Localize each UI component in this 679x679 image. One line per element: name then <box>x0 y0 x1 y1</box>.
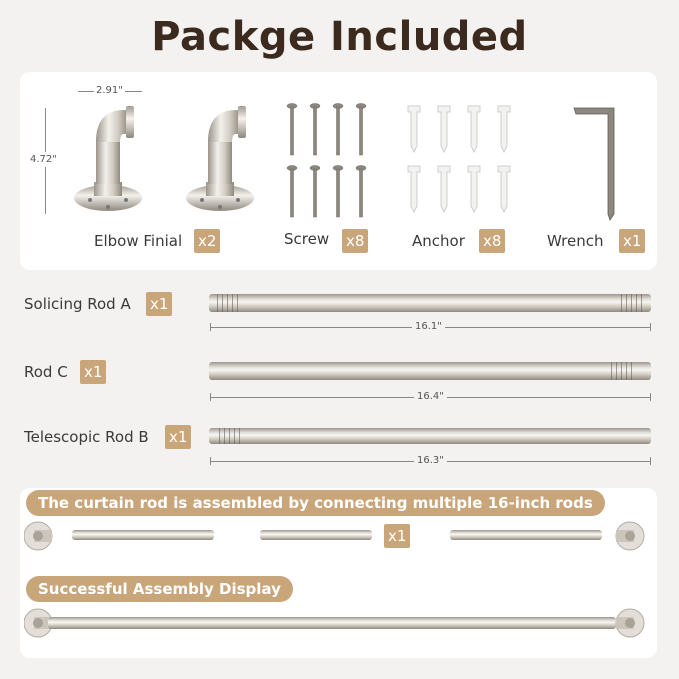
rod-a-label: Solicing Rod A <box>24 295 131 313</box>
display-banner: Successful Assembly Display <box>26 576 293 602</box>
rod-a <box>209 294 651 312</box>
anchor-icon <box>400 104 520 224</box>
wrench-label: Wrench <box>547 232 604 250</box>
elbow-finial-label: Elbow Finial <box>94 232 183 250</box>
rod-c <box>209 362 651 380</box>
rod-c-length: 16.4" <box>414 391 447 402</box>
width-dim-label: 2.91" <box>96 85 123 96</box>
rod-b <box>209 428 651 444</box>
anchor-label: Anchor <box>412 232 465 250</box>
elbow-finial-icon <box>70 100 260 220</box>
elbow-finial-qty: x2 <box>194 229 220 253</box>
rod-b-qty: x1 <box>165 425 191 449</box>
anchor-qty: x8 <box>479 229 505 253</box>
middle-rod-qty: x1 <box>384 524 410 548</box>
rod-b-label: Telescopic Rod B <box>24 428 149 446</box>
rod-a-length: 16.1" <box>412 321 445 332</box>
right-bracket-icon <box>614 518 646 554</box>
rod-a-qty: x1 <box>146 292 172 316</box>
exploded-rod-a <box>72 530 214 540</box>
wrench-icon <box>568 102 628 222</box>
rod-b-length: 16.3" <box>414 455 447 466</box>
page-title: Packge Included <box>151 14 528 60</box>
rod-c-qty: x1 <box>80 360 106 384</box>
exploded-rod-b <box>450 530 602 540</box>
wrench-qty: x1 <box>619 229 645 253</box>
rod-c-label: Rod C <box>24 363 68 381</box>
screw-label: Screw <box>284 230 330 248</box>
assembled-right-bracket-icon <box>614 605 646 641</box>
exploded-rod-c <box>260 530 372 540</box>
left-bracket-icon <box>24 518 54 554</box>
assembled-rod <box>48 617 616 629</box>
connect-banner: The curtain rod is assembled by connecting multiple 16-inch rods <box>26 490 605 516</box>
accessories-panel <box>20 72 657 270</box>
assembly-panel <box>20 488 657 658</box>
screw-icon <box>282 102 372 222</box>
screw-qty: x8 <box>342 229 368 253</box>
height-dim-label: 4.72" <box>30 154 57 165</box>
